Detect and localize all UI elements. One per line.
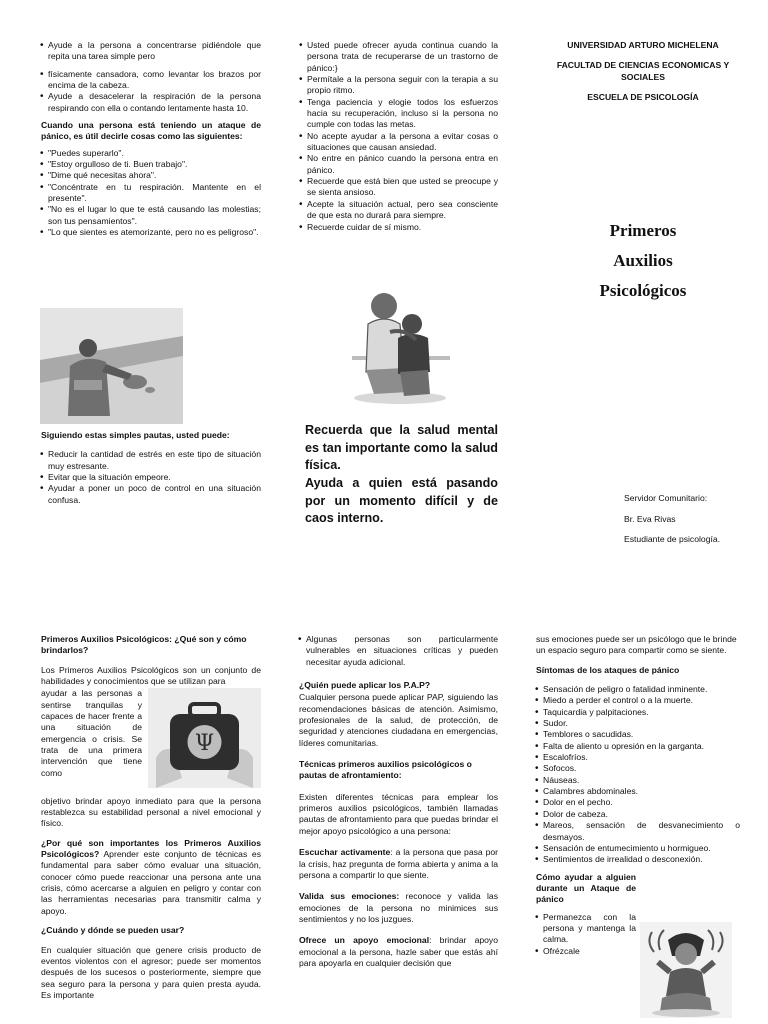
- top-column-3: [545, 40, 741, 103]
- list-item: • "Lo que sientes es atemorizante, pero no es peligroso".: [41, 227, 261, 238]
- list-item: • Usted puede ofrecer ayuda continua cuando la persona trata de recuperarse de un trastorno de pánico:}: [300, 40, 498, 74]
- bottom-column-1: [41, 634, 261, 1006]
- top-column-1-lower: [41, 430, 261, 512]
- school-name: ESCUELA DE PSICOLOGÍA: [587, 92, 699, 103]
- question-heading: ¿Por qué son importantes los Primeros Auxilios Psicológicos?: [41, 837, 261, 860]
- paragraph: sus emociones puede ser un psicólogo que le brinde un espacio seguro para compartir como se siente.: [536, 634, 737, 656]
- svg-text:Ψ: Ψ: [194, 731, 215, 757]
- question-heading: ¿Quién puede aplicar los P.A.P?: [299, 680, 431, 691]
- university-name: UNIVERSIDAD ARTURO MICHELENA: [567, 40, 719, 50]
- list-item: • Recuerde cuidar de sí mismo.: [300, 222, 498, 233]
- paragraph: objetivo brindar apoyo inmediato para que la persona restablezca su estabilidad personal a nivel emocional y físico.: [41, 795, 261, 829]
- rescuer-illustration: [40, 308, 183, 424]
- list-item: • "Dime qué necesitas ahora".: [41, 170, 261, 181]
- list-item: • Calambres abdominales.: [536, 786, 740, 797]
- list-item: • Sensación de entumecimiento u hormigueo.: [536, 843, 740, 854]
- help-section: [536, 872, 636, 957]
- author-role: Estudiante de psicología.: [624, 534, 721, 545]
- list-item: • No acepte ayudar a la persona a evitar cosas o situaciones que causan ansiedad.: [300, 131, 498, 154]
- bullet-list: [41, 69, 261, 114]
- bottom-column-3: [536, 634, 740, 963]
- title-line-3: Psicológicos: [599, 281, 687, 300]
- brochure-title: [545, 216, 741, 306]
- list-item: • "No es el lugar lo que te está causando las molestias; son tus pensamientos".: [41, 204, 261, 227]
- list-item: • Temblores o sacudidas.: [536, 729, 740, 740]
- list-item: • Reducir la cantidad de estrés en este tipo de situación muy estresante.: [41, 449, 261, 472]
- bullet-list: [300, 40, 498, 233]
- paragraph: Cualquier persona puede aplicar PAP, siguiendo las recomendaciones básicas de atención. Asimismo, profesionales de la salud, de protección, de seguridad y atenciones ciudadana en emergencias, líderes comunitarias.: [299, 692, 498, 748]
- list-item: • Escalofríos.: [536, 752, 740, 763]
- paragraph: Existen diferentes técnicas para emplear los primeros auxilios psicológicos, también llamadas pautas de afrontamiento para que puedas brindar el mejor apoyo psicológico a una persona:: [299, 791, 498, 836]
- section-heading: Cómo ayudar a alguien durante un Ataque de pánico: [536, 871, 636, 905]
- section-heading: Síntomas de los ataques de pánico: [536, 664, 680, 675]
- section-heading: Siguiendo estas simples pautas, usted puede:: [41, 430, 230, 440]
- paragraph: En cualquier situación que genere crisis producto de eventos violentos con el agresor; puede ser momentos después de los sucesos o posteriormente, siempre que sea seguro para la persona y para quien presta ayuda. Es importante: [41, 944, 261, 1000]
- technique-text: reconoce y valida las emociones de la persona no minimices sus sentimientos y no los juzgues.: [299, 891, 499, 924]
- bullet-list: [41, 148, 261, 239]
- list-item: • Taquicardia y palpitaciones.: [536, 707, 740, 718]
- list-item: • Permítale a la persona seguir con la terapia a su propio ritmo.: [300, 74, 498, 97]
- technique-paragraph: [299, 935, 498, 969]
- faculty-name: FACULTAD DE CIENCIAS ECONOMICAS Y SOCIALES: [556, 60, 730, 82]
- list-item: • Recuerde que está bien que usted se preocupe y se sienta ansioso.: [300, 176, 498, 199]
- technique-text: : brindar apoyo emocional a la persona, hazle saber que estás ahí para apoyarla en cualquier decisión que: [299, 935, 499, 968]
- technique-label: Ofrece un apoyo emocional: [299, 935, 430, 946]
- list-item: • Náuseas.: [536, 775, 740, 786]
- technique-label: Escuchar activamente: [299, 847, 391, 858]
- bottom-column-2: [299, 634, 498, 974]
- top-column-1: [41, 40, 261, 245]
- quote-line-1: Recuerda que la salud mental es tan importante como la salud física: [305, 423, 498, 473]
- list-item: • Ofrézcale: [536, 946, 636, 957]
- list-item: • Miedo a perder el control o a la muerte.: [536, 695, 740, 706]
- quote-text: Recuerda que la salud mental es tan importante como la salud física. Ayuda a quien está pasando por un momento difícil y de caos interno.: [305, 423, 498, 526]
- section-heading: Técnicas primeros auxilios psicológicos o pautas de afrontamiento:: [299, 759, 472, 781]
- list-item: • físicamente cansadora, como levantar los brazos por encima de la cabeza.: [41, 69, 261, 92]
- list-item: • Ayude a la persona a concentrarse pidiéndole que repita una tarea simple pero: [41, 40, 261, 63]
- technique-label: Valida sus emociones:: [299, 891, 400, 902]
- list-item: • Ayudar a poner un poco de control en una situación confusa.: [41, 483, 261, 506]
- list-item: • "Concéntrate en tu respiración. Mantente en el presente".: [41, 182, 261, 205]
- bullet-list: [41, 449, 261, 506]
- wrapped-paragraph: [41, 688, 261, 779]
- list-item: • Sofocos.: [536, 763, 740, 774]
- technique-paragraph: [299, 891, 498, 925]
- list-item: • No entre en pánico cuando la persona entra en pánico.: [300, 153, 498, 176]
- bullet-list: [536, 912, 636, 957]
- list-item: • Dolor de cabeza.: [536, 809, 740, 820]
- answer-text: Aprender este conjunto de técnicas es fundamental para saber cómo evaluar una situación, conocer cómo puede reaccionar una persona ante una crisis, cómo acercarse a alguien en peligro y contar con las herramientas necesarias para transmitir calma y apoyo.: [41, 849, 261, 916]
- title-line-2: Auxilios: [613, 251, 673, 270]
- title-line-1: Primeros: [609, 221, 677, 240]
- paragraph: ayudar a las personas a sentirse tranquilas y capaces de hacer frente a una situación de emergencia o crisis. Se trata de una primera intervención que tiene como: [41, 688, 142, 778]
- bullet-list: [299, 634, 498, 668]
- list-item: • Sensación de peligro o fatalidad inminente.: [536, 684, 740, 695]
- paragraph: [41, 838, 261, 917]
- psychology-kit-icon: [148, 688, 261, 791]
- top-column-2-quote: [305, 422, 498, 528]
- list-item: • Acepte la situación actual, pero sea consciente de que esta no durará para siempre.: [300, 199, 498, 222]
- technique-text: : a la persona que pasa por la crisis, haz pregunta de forma abierta y anima a la persona a compartir lo que siente.: [299, 847, 498, 880]
- anxious-person-illustration: [640, 922, 732, 1018]
- author-block: [624, 494, 754, 544]
- list-item: • Evitar que la situación empeore.: [41, 472, 261, 483]
- symptom-list: [536, 684, 740, 866]
- paragraph: Los Primeros Auxilios Psicológicos son un conjunto de habilidades y conocimientos que se utilizan para: [41, 664, 261, 687]
- list-item: • "Estoy orgulloso de ti. Buen trabajo".: [41, 159, 261, 170]
- list-item: • Sudor.: [536, 718, 740, 729]
- bullet-list: [41, 40, 261, 63]
- servant-label: Servidor Comunitario:: [624, 493, 708, 503]
- question-heading: ¿Cuándo y dónde se pueden usar?: [41, 925, 185, 936]
- list-item: • "Puedes superarlo".: [41, 148, 261, 159]
- top-column-2: [300, 40, 498, 239]
- section-heading: Primeros Auxilios Psicológicos: ¿Qué son y cómo brindarlos?: [41, 634, 247, 656]
- list-item: • Mareos, sensación de desvanecimiento o desmayos.: [536, 820, 740, 843]
- list-item: • Dolor en el pecho.: [536, 797, 740, 808]
- quote-line-2: Ayuda a quien está pasando por un momento difícil y de caos interno: [305, 475, 498, 526]
- section-heading: Cuando una persona está teniendo un ataque de pánico, es útil decirle cosas como las siguientes:: [41, 120, 261, 142]
- author-name: Br. Eva Rivas: [624, 513, 676, 524]
- list-item: • Ayude a desacelerar la respiración de la persona respirando con ella o contando lentamente hasta 10.: [41, 91, 261, 114]
- technique-paragraph: [299, 847, 498, 881]
- list-item: • Tenga paciencia y elogie todos los esfuerzos hacia su recuperación, incluso si la persona no cumple con todas las metas.: [300, 97, 498, 131]
- list-item: • Sentimientos de irrealidad o desconexión.: [536, 854, 740, 865]
- list-item: • Algunas personas son particularmente vulnerables en situaciones críticas y pueden necesitar ayuda adicional.: [299, 634, 498, 668]
- comforting-illustration: [346, 280, 454, 406]
- list-item: • Permanezca con la persona y mantenga la calma.: [536, 912, 636, 946]
- list-item: • Falta de aliento u opresión en la garganta.: [536, 741, 740, 752]
